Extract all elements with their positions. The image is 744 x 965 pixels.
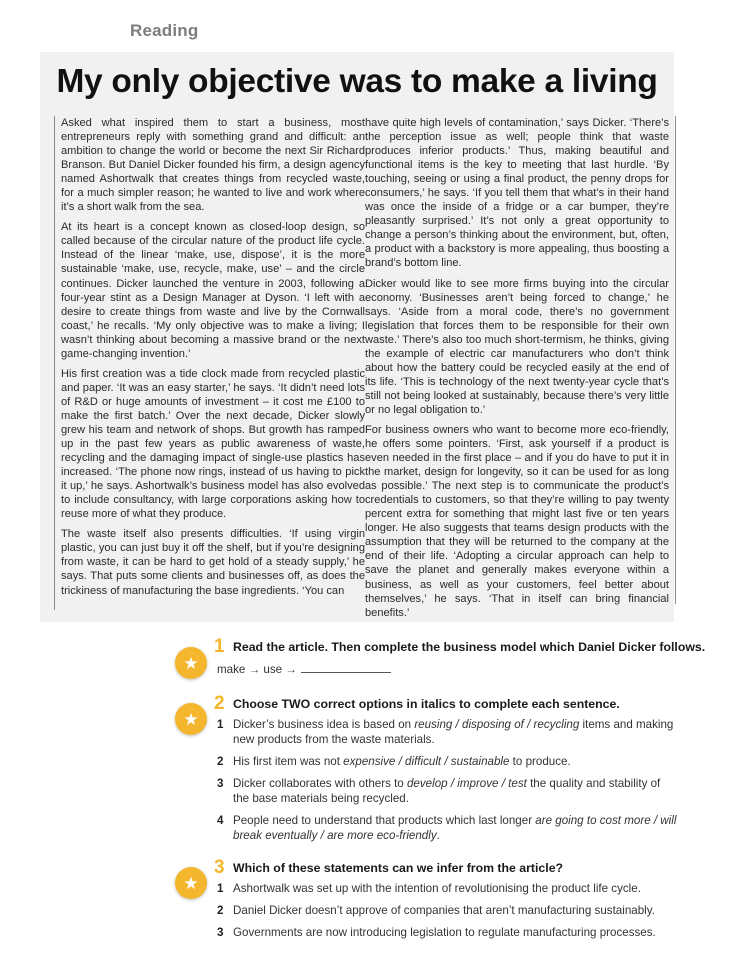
exercise-instruction: Read the article. Then complete the business model which Daniel Dicker follows. [233,640,706,654]
item-text: People need to understand that products which last longer [233,814,536,827]
exercise-2 [175,693,677,847]
item-text: Daniel Dicker doesn’t approve of companies that aren’t manufacturing sustainably. [233,904,655,917]
exercise-1 [175,636,706,690]
exercise-number: 2 [214,693,225,714]
star-icon: ★ [175,703,207,735]
item-number: 1 [217,882,224,895]
star-icon: ★ [175,867,207,899]
exercise-item[interactable] [217,925,677,940]
section-label: Reading [130,21,199,40]
item-options[interactable]: develop / improve / test [406,777,527,790]
exercise-number: 3 [214,857,225,878]
star-icon: ★ [175,647,207,679]
article-paragraph: have quite high levels of contamination,’ says Dicker. ‘There’s the perception issue as well; people think that waste produces inferior products.’ Thus, making beautiful and functional items is the key to meeting that last hurdle. ‘By touching, seeing or using a final product, the penny drops for consumers,’ he says. ‘If you tell them that what’s in their hand was once the inside of a fridge or a car bumper, they’re pleasantly surprised.’ It’s not only a great opportunity to change a person’s thinking about the environment, but, often, a product with a backstory is more appealing, thus boosting a brand’s bottom line. [365,117,669,270]
article-paragraph: Dicker would like to see more firms buying into the circular economy. ‘Businesses aren’t being forced to change,’ he says. ‘Aside from a moral code, there’s no government legislation that forces them to be responsible for their own waste.’ There’s also too much short-termism, he thinks, giving the example of electric car manufacturers who don’t think about how the battery could be recycled easily at the end of its life. ‘This is technology of the next twenty-year cycle that’s still not being looked at sustainably, because there’s very little or no legal obligation to.’ [365,277,669,416]
item-text: items and making new products from the waste materials. [233,718,674,746]
business-model-prompt: make → use → [217,663,297,676]
item-number: 1 [217,718,224,731]
exercise-3-items [217,881,677,947]
item-number: 2 [217,904,224,917]
exercise-item[interactable] [217,881,677,896]
item-options[interactable]: reusing / disposing of / recycling [414,718,580,731]
exercise-2-items [217,717,677,850]
article-paragraph: Asked what inspired them to start a business, most entrepreneurs reply with something grand and difficult: an ambition to change the world or become the next Sir Richard Branson. But Daniel Dicker founded his firm, a design agency named Ashortwalk that creates things from recycled waste, for a much simpler reason; he wanted to live and work where it’s a short walk from the sea. [61,117,365,214]
item-text: to produce. [509,755,571,768]
item-options[interactable]: expensive / difficult / sustainable [343,755,510,768]
item-number: 4 [217,814,224,827]
answer-blank[interactable] [301,662,391,673]
article-title: My only objective was to make a living [56,63,658,100]
item-text: Ashortwalk was set up with the intention of revolutionising the product life cycle. [233,882,641,895]
exercise-instruction: Which of these statements can we infer from the article? [233,861,564,875]
exercise-item [217,776,677,806]
item-number: 3 [217,777,224,790]
article-right-column [365,116,676,619]
article-left-column [54,116,365,610]
item-text: the quality and stability of the base materials being recycled. [233,777,661,805]
item-options[interactable]: are going to cost more / will break eventually / are more eco-friendly [233,814,677,842]
item-number: 2 [217,755,224,768]
item-text: Dicker collaborates with others to [233,777,407,790]
exercise-number: 1 [214,636,225,657]
item-text: Dicker’s business idea is based on [233,718,415,731]
exercise-item [217,717,677,747]
exercise-1-prompt-row [217,662,677,677]
item-text: . [436,829,440,842]
article-paragraph: For business owners who want to become more eco-friendly, he offers some pointers. ‘First, ask yourself if a product is even needed in the first place – and if you do have to put it in the market, design for longevity, so it can be used for as long as possible.’ The next step is to communicate the product’s credentials to customers, so that they’re willing to pay twenty percent extra for something that might last five or ten years longer. He also suggests that teams design products with the assumption that they will be returned to the company at the end of their life. ‘Adopting a circular approach can help to save the planet and generally makes everyone within a business, as well as your customers, feel better about themselves,’ he says. ‘That in itself can bring financial benefits.’ [365,423,669,619]
article-paragraph: At its heart is a concept known as closed-loop design, so called because of the circular nature of the product life cycle. Instead of the linear ‘make, use, dispose’, it is the more sustainable ‘make, use, recycle, make, use’ – and the circle continues. Dicker launched the venture in 2003, following a four-year stint as a Design Manager at Dyson. ‘I left with a desire to create things from waste and live by the Cornwall coast,’ he recalls. ‘My only objective was to make a living; I wasn’t thinking about becoming a massive brand or the next game-changing invention.’ [61,221,365,360]
item-text: His first item was not [233,755,344,768]
exercise-item[interactable] [217,903,677,918]
article-paragraph: His first creation was a tide clock made from recycled plastic and paper. ‘It was an easy starter,’ he says. ‘It didn’t need lots of R&D or huge amounts of investment – it cost me £100 to make the first batch.’ Over the next decade, Dicker slowly grew his team and network of shops. But growth has ramped up in the past few years as public awareness of waste, recycling and the damaging impact of single-use plastics has increased. ‘The phone now rings, instead of us having to pick it up,’ he says. Ashortwalk’s business model has also evolved to include consultancy, with large corporations asking how to reuse more of what they produce. [61,367,365,521]
exercise-3 [175,857,675,951]
article-paragraph: The waste itself also presents difficulties. ‘If using virgin plastic, you can just buy it off the shelf, but if you’re designing from waste, it can be hard to get hold of a steady supply,’ he says. That puts some clients and businesses off, as does the trickiness of manufacturing the base ingredients. ‘You can [61,528,365,597]
article-panel [40,52,674,622]
exercise-item [217,754,677,769]
exercise-item [217,813,677,843]
item-text: Governments are now introducing legislation to regulate manufacturing processes. [233,926,656,939]
item-number: 3 [217,926,224,939]
exercise-instruction: Choose TWO correct options in italics to complete each sentence. [233,697,620,711]
